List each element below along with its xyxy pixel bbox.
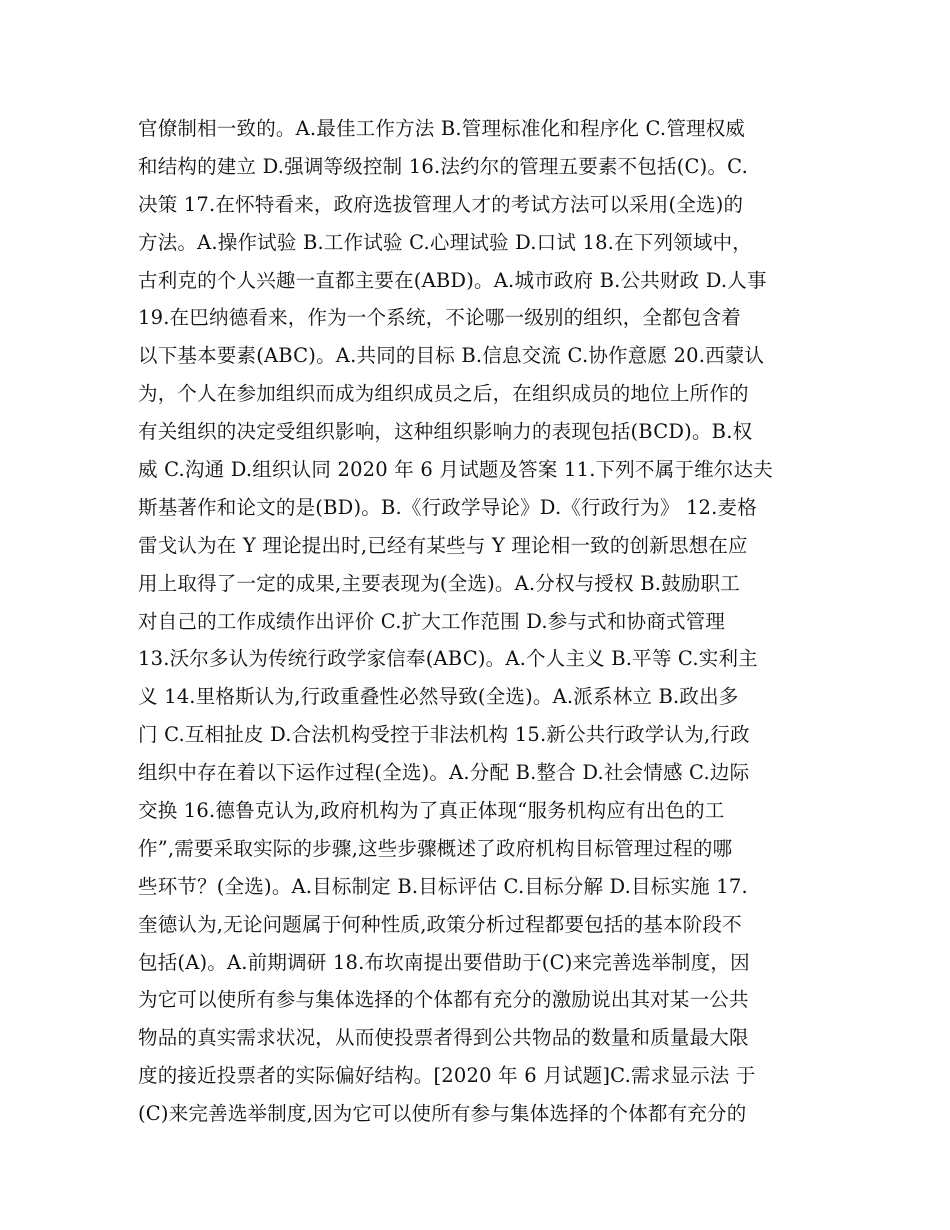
text-line: 13.沃尔多认为传统行政学家信奉(ABC)。A.个人主义 B.平等 C.实利主 bbox=[138, 647, 758, 671]
text-line: (C)来完善选举制度,因为它可以使所有参与集体选择的个体都有充分的 bbox=[138, 1102, 747, 1126]
text-line: 雷戈认为在 Y 理论提出时,已经有某些与 Y 理论相一致的创新思想在应 bbox=[138, 533, 748, 557]
text-line: 物品的真实需求状况，从而使投票者得到公共物品的数量和质量最大限 bbox=[138, 1026, 749, 1050]
text-line: 方法。A.操作试验 B.工作试验 C.心理试验 D.口试 18.在下列领域中， bbox=[138, 230, 752, 254]
text-line: 对自己的工作成绩作出评价 C.扩大工作范围 D.参与式和协商式管理 bbox=[138, 609, 726, 633]
text-line: 用上取得了一定的成果,主要表现为(全选)。A.分权与授权 B.鼓励职工 bbox=[138, 571, 740, 595]
text-line: 交换 16.德鲁克认为,政府机构为了真正体现“服务机构应有出色的工 bbox=[138, 799, 725, 823]
text-line: 包括(A)。A.前期调研 18.布坎南提出要借助于(C)来完善选举制度，因 bbox=[138, 950, 750, 974]
document-body bbox=[138, 110, 818, 1133]
text-line: 有关组织的决定受组织影响，这种组织影响力的表现包括(BCD)。B.权 bbox=[138, 420, 753, 444]
text-line: 19.在巴纳德看来，作为一个系统，不论哪一级别的组织，全都包含着 bbox=[138, 306, 741, 330]
text-line: 义 14.里格斯认为,行政重叠性必然导致(全选)。A.派系林立 B.政出多 bbox=[138, 685, 739, 709]
text-line: 决策 17.在怀特看来，政府选拔管理人才的考试方法可以采用(全选)的 bbox=[138, 192, 744, 216]
text-line: 门 C.互相扯皮 D.合法机构受控于非法机构 15.新公共行政学认为,行政 bbox=[138, 723, 750, 747]
text-line: 为它可以使所有参与集体选择的个体都有充分的激励说出其对某一公共 bbox=[138, 988, 749, 1012]
text-line: 以下基本要素(ABC)。A.共同的目标 B.信息交流 C.协作意愿 20.西蒙认 bbox=[138, 344, 765, 368]
text-line: 奎德认为,无论问题属于何种性质,政策分析过程都要包括的基本阶段不 bbox=[138, 912, 742, 936]
text-line: 古利克的个人兴趣一直都主要在(ABD)。A.城市政府 B.公共财政 D.人事 bbox=[138, 268, 767, 292]
text-line: 作”,需要采取实际的步骤,这些步骤概述了政府机构目标管理过程的哪 bbox=[138, 836, 733, 860]
text-line: 度的接近投票者的实际偏好结构。[2020 年 6 月试题]C.需求显示法 于 bbox=[138, 1064, 756, 1088]
text-line: 为，个人在参加组织而成为组织成员之后，在组织成员的地位上所作的 bbox=[138, 382, 749, 406]
text-line: 威 C.沟通 D.组织认同 2020 年 6 月试题及答案 11.下列不属于维尔达夫 bbox=[138, 458, 773, 482]
text-line: 斯基著作和论文的是(BD)。B.《行政学导论》D.《行政行为》 12.麦格 bbox=[138, 495, 757, 519]
text-line: 官僚制相一致的。A.最佳工作方法 B.管理标准化和程序化 C.管理权威 bbox=[138, 117, 746, 140]
text-line: 组织中存在着以下运作过程(全选)。A.分配 B.整合 D.社会情感 C.边际 bbox=[138, 761, 750, 785]
text-line: 和结构的建立 D.强调等级控制 16.法约尔的管理五要素不包括(C)。C. bbox=[138, 154, 749, 178]
text-line: 些环节？(全选)。A.目标制定 B.目标评估 C.目标分解 D.目标实施 17. bbox=[138, 874, 748, 898]
